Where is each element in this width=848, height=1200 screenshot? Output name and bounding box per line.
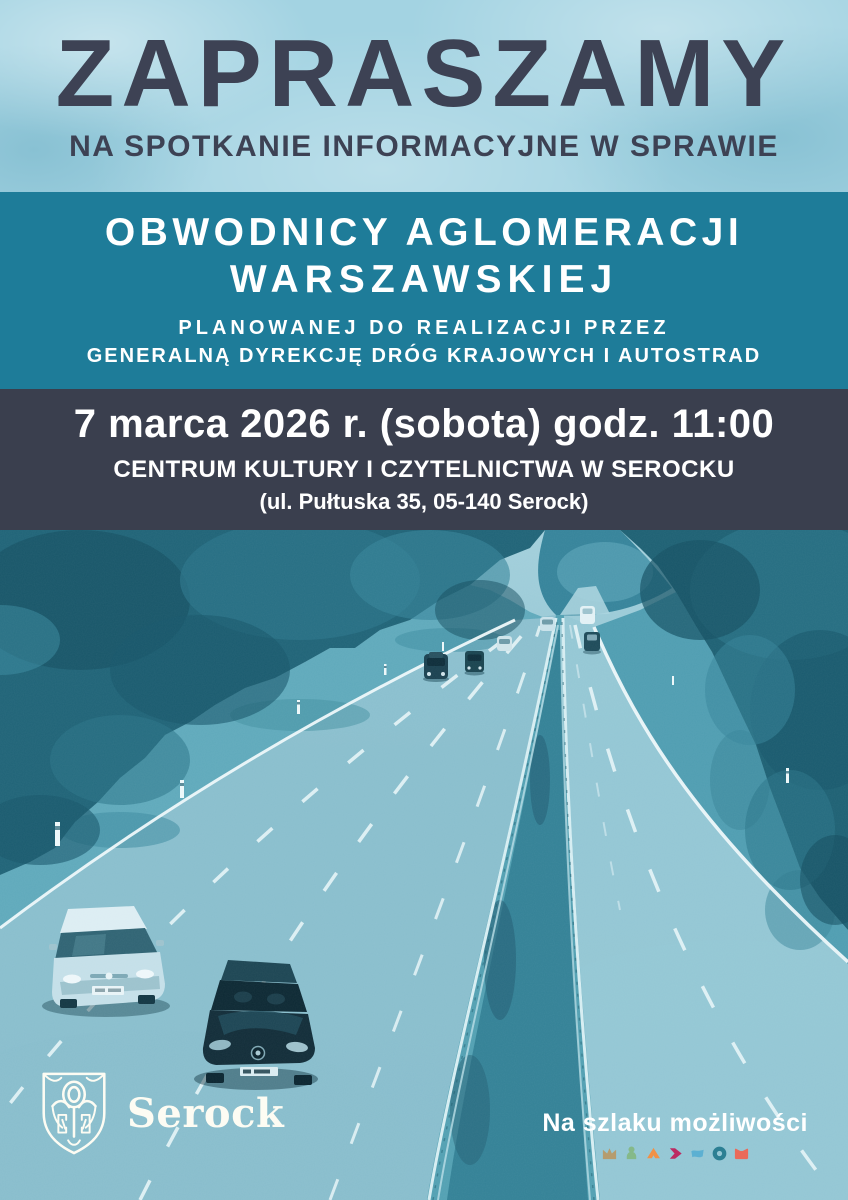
event-address: (ul. Pułtuska 35, 05-140 Serock)	[259, 489, 589, 514]
topic-line-3: PLANOWANEJ DO REALIZACJI PRZEZ	[178, 316, 670, 339]
header-section	[0, 0, 848, 192]
topic-line-4: GENERALNĄ DYREKCJĘ DRÓG KRAJOWYCH I AUTOSTRAD	[86, 344, 762, 367]
topic-band	[0, 192, 848, 389]
slogan-block	[542, 1109, 808, 1162]
chevron-up-icon	[645, 1145, 662, 1162]
slogan-text: Na szlaku możliwości	[542, 1109, 808, 1137]
serock-coat-of-arms-icon	[38, 1070, 110, 1156]
details-band	[0, 389, 848, 530]
poster-subtitle: NA SPOTKANIE INFORMACYJNE W SPRAWIE	[69, 130, 779, 163]
event-venue: CENTRUM KULTURY I CZYTELNICTWA W SEROCKU	[113, 456, 735, 483]
topic-line-1: OBWODNICY AGLOMERACJI	[104, 211, 744, 254]
poster-title: ZAPRASZAMY	[55, 20, 793, 127]
event-datetime: 7 marca 2026 r. (sobota) godz. 11:00	[73, 402, 775, 446]
crown-icon	[601, 1145, 618, 1162]
serock-brand	[38, 1070, 284, 1156]
person-icon	[623, 1145, 640, 1162]
brand-name: Serock	[127, 1089, 285, 1137]
banner-icon	[733, 1145, 750, 1162]
topic-line-2: WARSZAWSKIEJ	[229, 257, 619, 301]
flag-icon	[689, 1145, 706, 1162]
ring-icon	[711, 1145, 728, 1162]
highway-photo-section	[0, 530, 848, 1200]
chevron-right-icon	[667, 1145, 684, 1162]
slogan-icons-row	[542, 1145, 808, 1162]
